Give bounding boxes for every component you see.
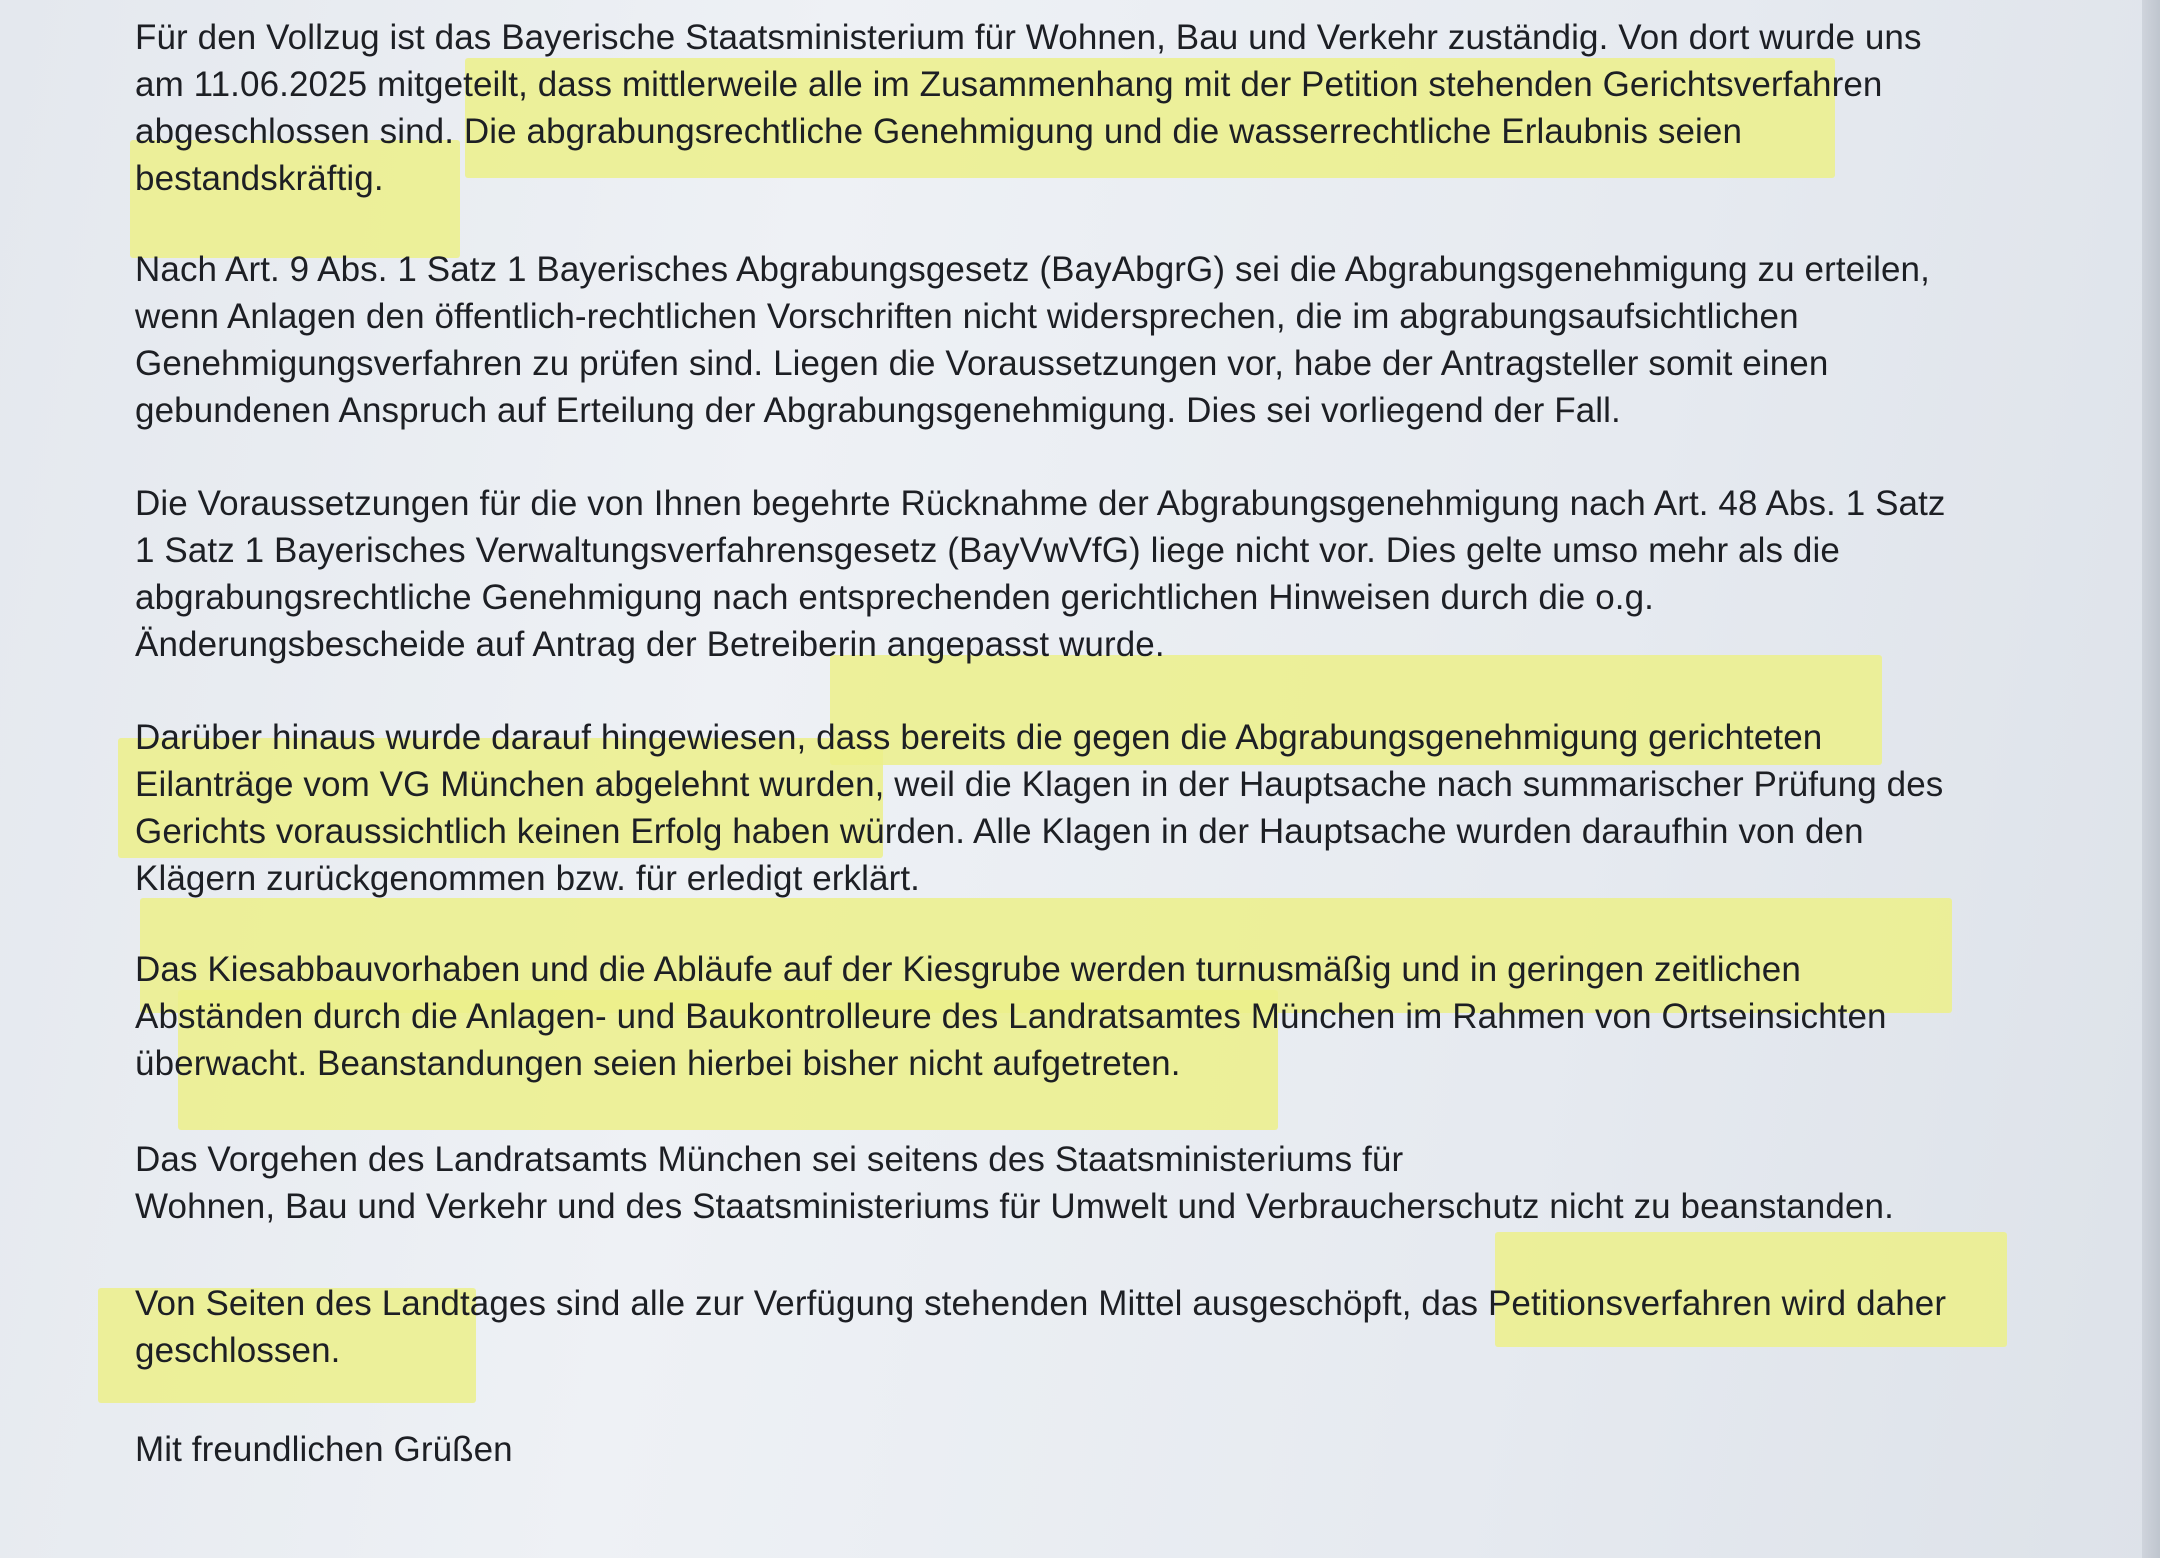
text-line: wenn Anlagen den öffentlich-rechtlichen Vorschriften nicht widersprechen, die im abgrabungsaufsichtlichen	[135, 297, 1799, 336]
text-line: abgrabungsrechtliche Genehmigung nach entsprechenden gerichtlichen Hinweisen durch die o.g.	[135, 578, 1654, 617]
paper-edge	[2142, 0, 2160, 1558]
text-line: Das Vorgehen des Landratsamts München sei seitens des Staatsministeriums für	[135, 1140, 1404, 1179]
text-line: abgeschlossen sind. Die abgrabungsrechtliche Genehmigung und die wasserrechtliche Erlaubnis seien	[135, 112, 1743, 151]
paragraph-vorgehen	[135, 1136, 2015, 1230]
paragraph-vollzug	[135, 14, 2015, 202]
text-line: Gerichts voraussichtlich keinen Erfolg haben würden. Alle Klagen in der Hauptsache wurden daraufhin von den	[135, 812, 1864, 851]
closing-greeting	[135, 1426, 2015, 1473]
text-line: Genehmigungsverfahren zu prüfen sind. Liegen die Voraussetzungen vor, habe der Antragsteller somit einen	[135, 344, 1829, 383]
text-line: Die Voraussetzungen für die von Ihnen begehrte Rücknahme der Abgrabungsgenehmigung nach Art. 48 Abs. 1 Satz	[135, 484, 1946, 523]
paragraph-bayabgrg	[135, 246, 2015, 434]
text-line: Mit freundlichen Grüßen	[135, 1430, 513, 1469]
text-line: Änderungsbescheide auf Antrag der Betreiberin angepasst wurde.	[135, 625, 1165, 664]
text-line: Darüber hinaus wurde darauf hingewiesen, dass bereits die gegen die Abgrabungsgenehmigung gerichteten	[135, 718, 1823, 757]
text-line: bestandskräftig.	[135, 159, 384, 198]
text-line: gebundenen Anspruch auf Erteilung der Abgrabungsgenehmigung. Dies sei vorliegend der Fall.	[135, 391, 1621, 430]
paragraph-ruecknahme	[135, 480, 2015, 668]
text-line: Abständen durch die Anlagen- und Baukontrolleure des Landratsamtes München im Rahmen von Ortseinsichten	[135, 997, 1887, 1036]
text-line: Für den Vollzug ist das Bayerische Staatsministerium für Wohnen, Bau und Verkehr zuständig. Von dort wurde uns	[135, 18, 1922, 57]
text-line: Eilanträge vom VG München abgelehnt wurden, weil die Klagen in der Hauptsache nach summarischer Prüfung des	[135, 765, 1944, 804]
text-line: Das Kiesabbauvorhaben und die Abläufe auf der Kiesgrube werden turnusmäßig und in geringen zeitlichen	[135, 950, 1801, 989]
paragraph-landtag	[135, 1280, 2015, 1374]
text-line: geschlossen.	[135, 1331, 341, 1370]
text-line: Nach Art. 9 Abs. 1 Satz 1 Bayerisches Abgrabungsgesetz (BayAbgrG) sei die Abgrabungsgenehmigung zu erteilen,	[135, 250, 1930, 289]
text-line: am 11.06.2025 mitgeteilt, dass mittlerweile alle im Zusammenhang mit der Petition stehenden Gerichtsverfahren	[135, 65, 1883, 104]
text-line: Von Seiten des Landtages sind alle zur Verfügung stehenden Mittel ausgeschöpft, das Petitionsverfahren wird daher	[135, 1284, 1947, 1323]
text-line: 1 Satz 1 Bayerisches Verwaltungsverfahrensgesetz (BayVwVfG) liege nicht vor. Dies gelte umso mehr als die	[135, 531, 1840, 570]
text-line: Klägern zurückgenommen bzw. für erledigt erklärt.	[135, 859, 920, 898]
text-line: überwacht. Beanstandungen seien hierbei bisher nicht aufgetreten.	[135, 1044, 1181, 1083]
paragraph-kiesabbau	[135, 946, 2015, 1087]
text-line: Wohnen, Bau und Verkehr und des Staatsministeriums für Umwelt und Verbraucherschutz nicht zu beanstanden.	[135, 1187, 1894, 1226]
paragraph-eilantraege	[135, 714, 2015, 902]
